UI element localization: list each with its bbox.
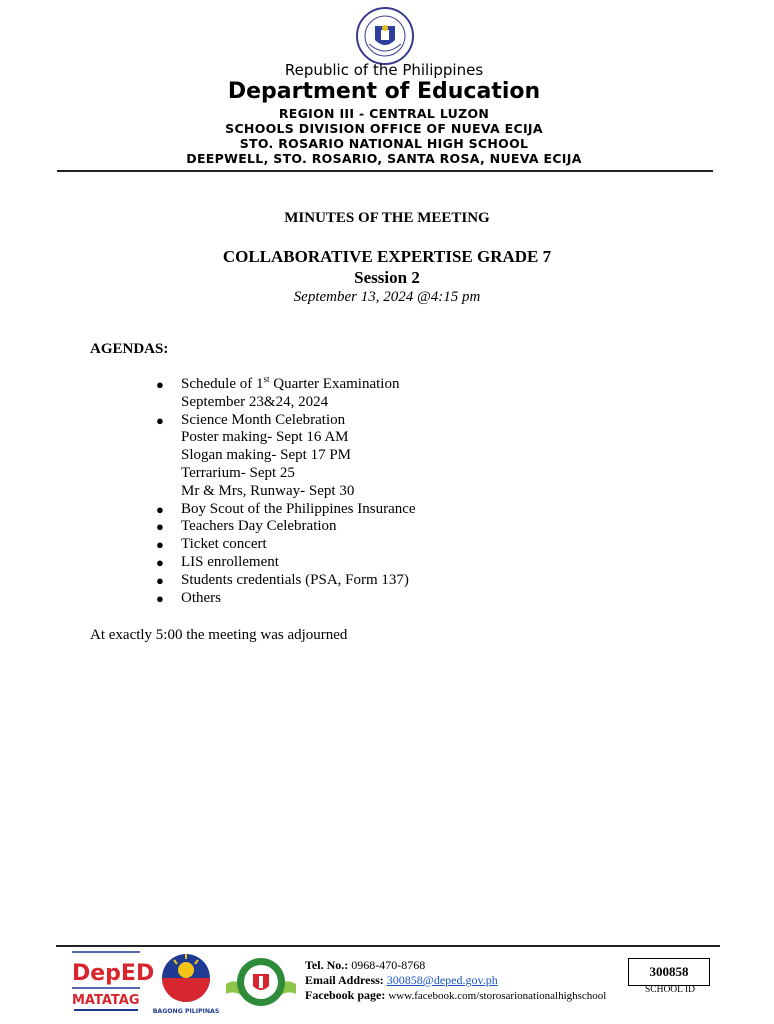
agenda-item: ● Schedule of 1st Quarter Examination September 23&24, 2024 xyxy=(156,376,416,412)
email-link[interactable]: 300858@deped.gov.ph xyxy=(386,973,498,987)
bullet-icon: ● xyxy=(156,377,164,392)
deped-seal-logo xyxy=(355,6,415,66)
agenda-item: ● Ticket concert xyxy=(156,536,267,553)
agenda-item: ● LIS enrollement xyxy=(156,553,279,570)
agendas-heading: AGENDAS: xyxy=(90,341,169,357)
school-address: DEEPWELL, STO. ROSARIO, SANTA ROSA, NUEVA ECIJA xyxy=(186,151,582,166)
school-id-label: SCHOOL ID xyxy=(644,985,696,995)
agenda-subitem: Slogan making- Sept 17 PM xyxy=(181,447,352,464)
department-title: Department of Education xyxy=(227,79,541,104)
agenda-item: ● Others xyxy=(156,589,221,606)
agenda-item: ● Boy Scout of the Philippines Insurance xyxy=(156,500,416,517)
closing-statement: At exactly 5:00 the meeting was adjourned xyxy=(90,627,348,643)
header-divider xyxy=(57,170,713,172)
meeting-date: September 13, 2024 @4:15 pm xyxy=(293,289,481,305)
meeting-title: COLLABORATIVE EXPERTISE GRADE 7 xyxy=(222,247,552,266)
bullet-icon: ● xyxy=(156,412,164,428)
svg-text:DepED: DepED xyxy=(72,961,155,986)
bullet-icon: ● xyxy=(156,537,164,553)
republic-label: Republic of the Philippines xyxy=(284,61,484,79)
footer-divider xyxy=(56,945,720,947)
division-label: SCHOOLS DIVISION OFFICE OF NUEVA ECIJA xyxy=(225,121,543,136)
svg-text:BAGONG PILIPINAS: BAGONG PILIPINAS xyxy=(152,1008,220,1015)
svg-text:MATATAG: MATATAG xyxy=(72,993,140,1008)
agenda-list xyxy=(156,376,416,607)
facebook-url: www.facebook.com/storosarionationalhighschool xyxy=(388,990,607,1002)
facebook-line: Facebook page: www.facebook.com/storosarionationalhighschool xyxy=(305,988,607,1002)
agenda-item: ● Students credentials (PSA, Form 137) xyxy=(156,571,409,588)
email-line: Email Address: 300858@deped.gov.ph xyxy=(305,973,498,987)
deped-matatag-logo xyxy=(70,950,155,1016)
agenda-subitem: Terrarium- Sept 25 xyxy=(181,464,295,481)
agenda-item: ● Teachers Day Celebration xyxy=(156,518,337,535)
bullet-icon: ● xyxy=(156,572,164,588)
school-seal-logo xyxy=(224,952,298,1012)
document-heading: MINUTES OF THE MEETING xyxy=(284,210,490,226)
bullet-icon: ● xyxy=(156,590,164,606)
bagong-pilipinas-logo xyxy=(150,950,222,1016)
agenda-subitem: Poster making- Sept 16 AM xyxy=(181,429,349,446)
telephone-number: 0968-470-8768 xyxy=(351,958,426,972)
session-label: Session 2 xyxy=(354,268,420,287)
region-label: REGION III - CENTRAL LUZON xyxy=(278,106,490,121)
school-name: STO. ROSARIO NATIONAL HIGH SCHOOL xyxy=(239,136,529,151)
bullet-icon: ● xyxy=(156,554,164,570)
agenda-subitem: Mr & Mrs, Runway- Sept 30 xyxy=(181,482,355,499)
bullet-icon: ● xyxy=(156,519,164,535)
agenda-item: ● Science Month Celebration Poster making- Sept 16 AM Slogan making- Sept 17 PM Terrarium- Sept 25 Mr & Mrs, Runway- Sept 30 xyxy=(156,412,416,501)
agenda-subitem: September 23&24, 2024 xyxy=(181,393,329,410)
bullet-icon: ● xyxy=(156,501,164,517)
school-id-value: 300858 xyxy=(628,958,710,986)
telephone-line: Tel. No.: 0968-470-8768 xyxy=(305,958,426,972)
